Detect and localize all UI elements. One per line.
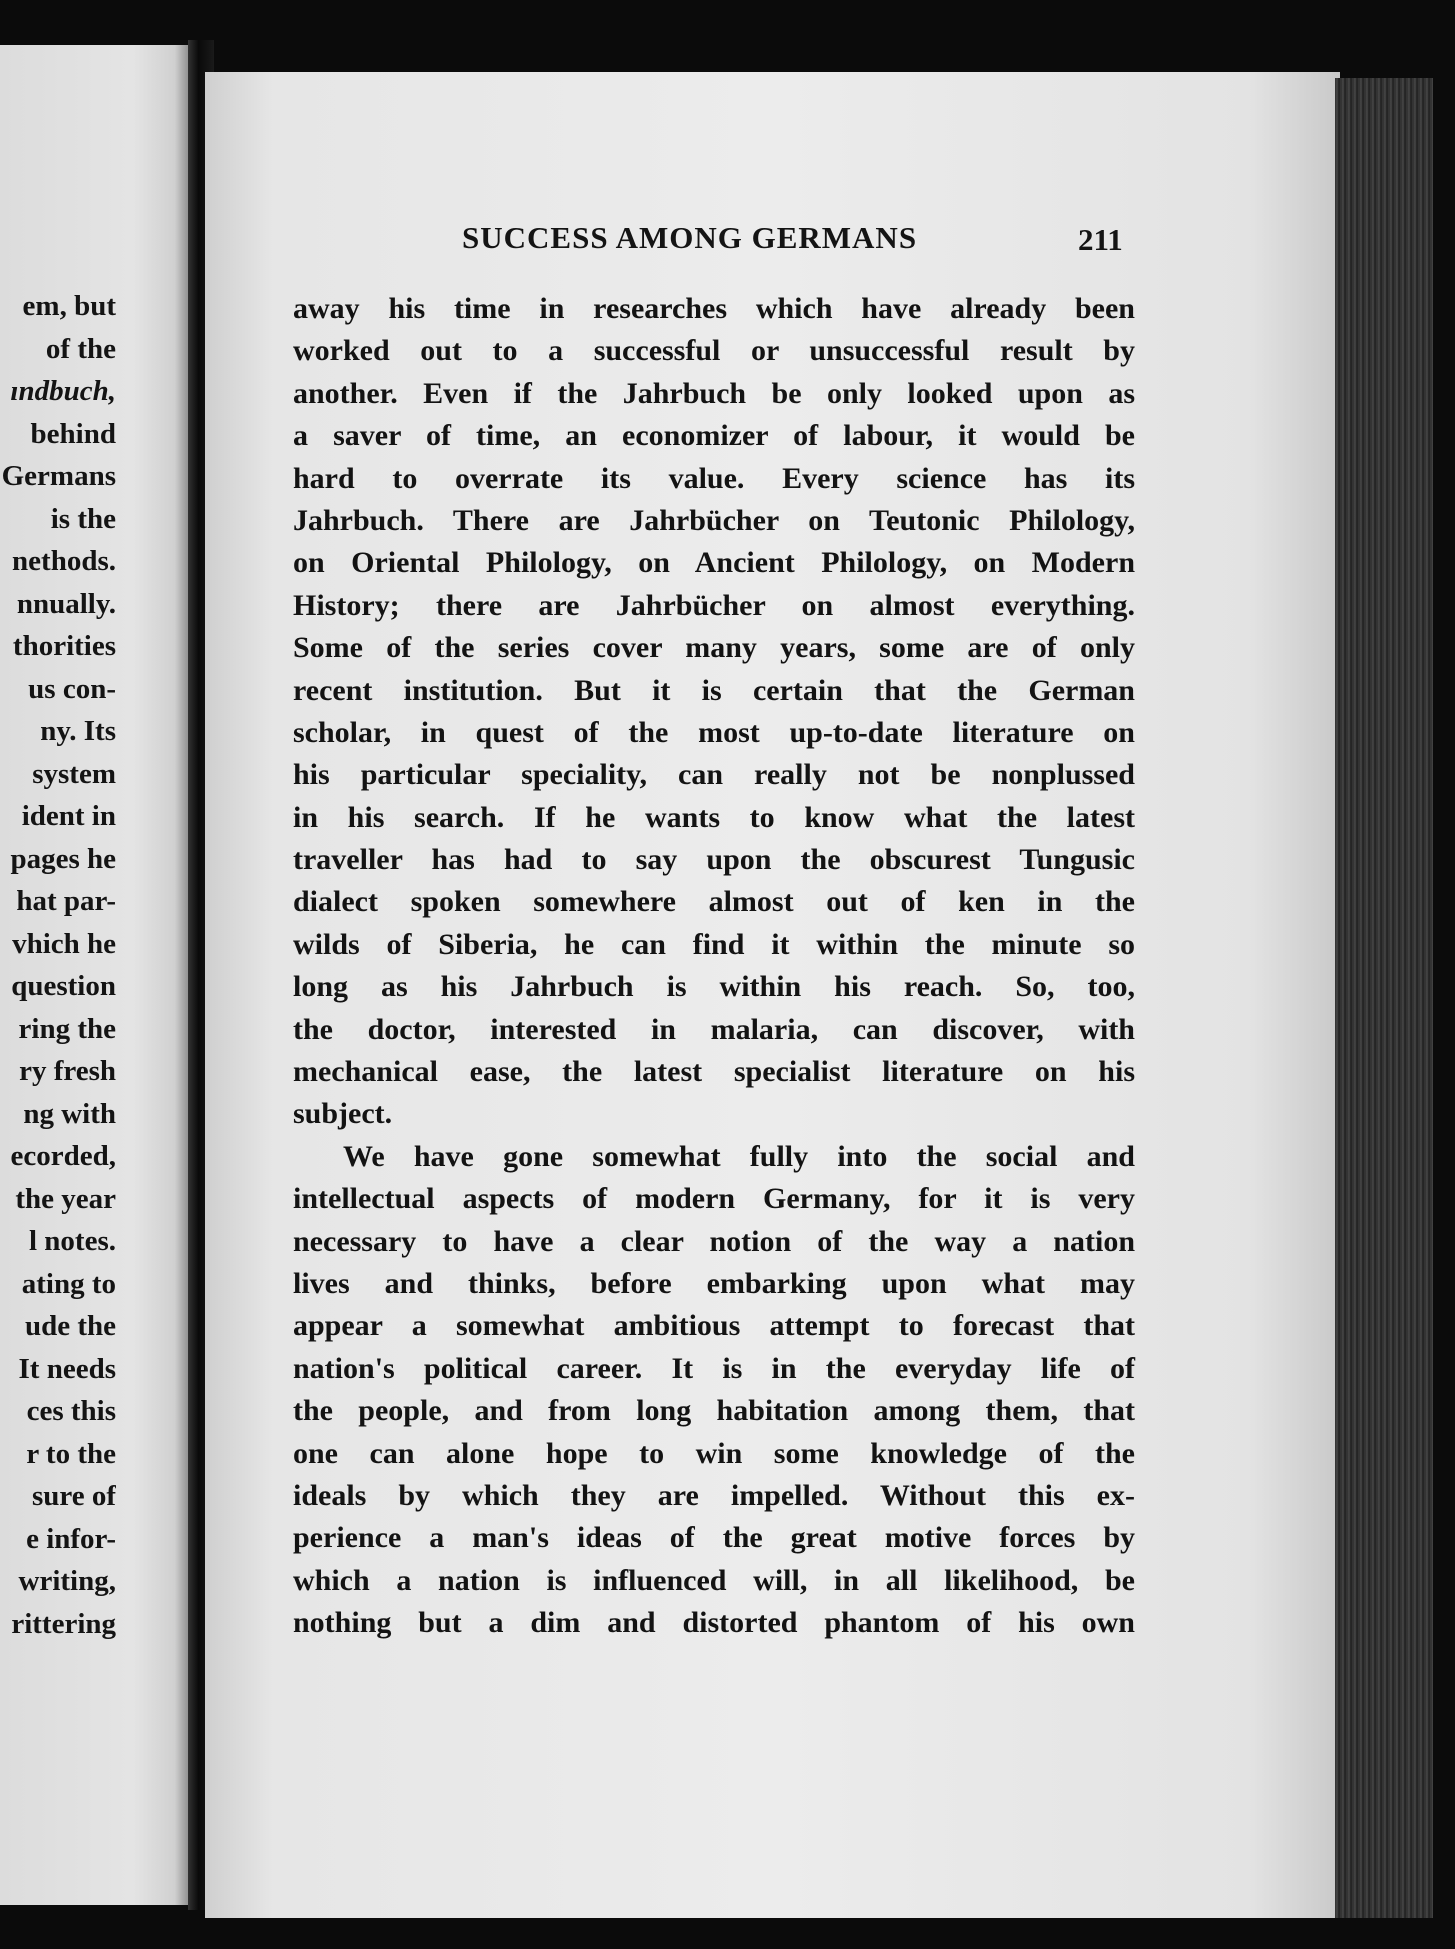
running-head: SUCCESS AMONG GERMANS — [462, 220, 918, 255]
text-line: which a nation is influenced will, in all likelihood, be — [293, 1563, 1135, 1597]
text-line: scholar, in quest of the most up-to-date literature on — [293, 715, 1135, 749]
left-text-line: thorities — [12, 630, 116, 662]
left-text-line: ating to — [21, 1267, 116, 1300]
text-line: another. Even if the Jahrbuch be only looked upon as — [293, 376, 1135, 410]
text-line: dialect spoken somewhere almost out of ken in the — [293, 885, 1135, 919]
left-text-line: vhich he — [12, 927, 116, 960]
left-text-line: the year — [15, 1182, 116, 1215]
left-text-line: ident in — [21, 800, 116, 832]
text-line: lives and thinks, before embarking upon what may — [293, 1266, 1135, 1300]
page-edges — [1335, 78, 1433, 1918]
left-page-text — [0, 285, 116, 1645]
left-text-line: rittering — [11, 1607, 116, 1640]
left-text-line: Germans — [1, 460, 116, 492]
left-text-line: ındbuch, — [10, 375, 116, 407]
left-text-line: writing, — [18, 1565, 116, 1597]
text-line: We have gone somewhat fully into the social and — [343, 1139, 1135, 1173]
text-line: traveller has had to say upon the obscurest Tungusic — [293, 843, 1135, 877]
left-text-line: em, but — [22, 290, 116, 322]
left-text-line: behind — [30, 417, 116, 450]
text-line: mechanical ease, the latest specialist literature on his — [293, 1055, 1135, 1089]
left-text-line: ny. Its — [40, 715, 116, 747]
text-line: recent institution. But it is certain that the German — [293, 673, 1135, 707]
text-line: the people, and from long habitation among them, that — [293, 1394, 1135, 1428]
body-text — [293, 288, 1135, 1645]
text-line: worked out to a successful or unsuccessful result by — [293, 334, 1135, 368]
left-text-line: nnually. — [16, 587, 116, 620]
page-number: 211 — [1078, 222, 1123, 257]
text-line: subject. — [293, 1097, 393, 1131]
text-line: ideals by which they are impelled. Without this ex- — [293, 1478, 1135, 1512]
left-text-line: us con- — [28, 672, 116, 705]
text-line: nothing but a dim and distorted phantom of his own — [293, 1606, 1135, 1640]
text-line: his particular speciality, can really not be nonplussed — [293, 758, 1135, 792]
text-line: Some of the series cover many years, some are of only — [293, 631, 1135, 665]
left-text-line: l notes. — [29, 1225, 116, 1257]
left-text-line: sure of — [31, 1480, 116, 1512]
left-text-line: is the — [50, 502, 116, 535]
text-line: perience a man's ideas of the great motive forces by — [293, 1521, 1135, 1555]
text-line: on Oriental Philology, on Ancient Philology, on Modern — [293, 546, 1135, 580]
left-text-line: hat par- — [16, 885, 116, 917]
left-text-line: It needs — [18, 1352, 116, 1385]
left-text-line: nethods. — [12, 545, 116, 577]
text-line: hard to overrate its value. Every science has its — [293, 461, 1135, 495]
left-text-line: of the — [45, 332, 116, 365]
left-text-line: ces this — [26, 1395, 116, 1427]
left-text-line: ude the — [24, 1310, 116, 1342]
text-line: in his search. If he wants to know what the latest — [293, 800, 1135, 834]
text-line: one can alone hope to win some knowledge of the — [293, 1436, 1135, 1470]
left-text-line: pages he — [10, 842, 116, 875]
left-text-line: e infor- — [26, 1522, 116, 1555]
text-line: a saver of time, an economizer of labour, it would be — [293, 419, 1135, 453]
left-text-line: system — [32, 757, 116, 790]
left-text-line: ry fresh — [19, 1055, 116, 1087]
text-line: appear a somewhat ambitious attempt to forecast that — [293, 1309, 1135, 1343]
text-line: away his time in researches which have already been — [293, 292, 1135, 325]
left-text-line: question — [11, 970, 116, 1002]
text-line: the doctor, interested in malaria, can discover, with — [293, 1012, 1135, 1046]
left-text-line: r to the — [26, 1437, 116, 1470]
text-line: Jahrbuch. There are Jahrbücher on Teutonic Philology, — [293, 503, 1135, 537]
text-line: intellectual aspects of modern Germany, for it is very — [293, 1182, 1135, 1216]
text-line: wilds of Siberia, he can find it within the minute so — [293, 927, 1135, 961]
left-text-line: ng with — [23, 1097, 116, 1130]
text-line: nation's political career. It is in the everyday life of — [293, 1351, 1135, 1385]
left-text-line: ecorded, — [10, 1140, 116, 1172]
text-line: long as his Jahrbuch is within his reach. So, too, — [293, 970, 1135, 1004]
text-line: History; there are Jahrbücher on almost everything. — [293, 588, 1135, 622]
left-text-line: ring the — [18, 1012, 116, 1045]
text-line: necessary to have a clear notion of the way a nation — [293, 1224, 1135, 1258]
